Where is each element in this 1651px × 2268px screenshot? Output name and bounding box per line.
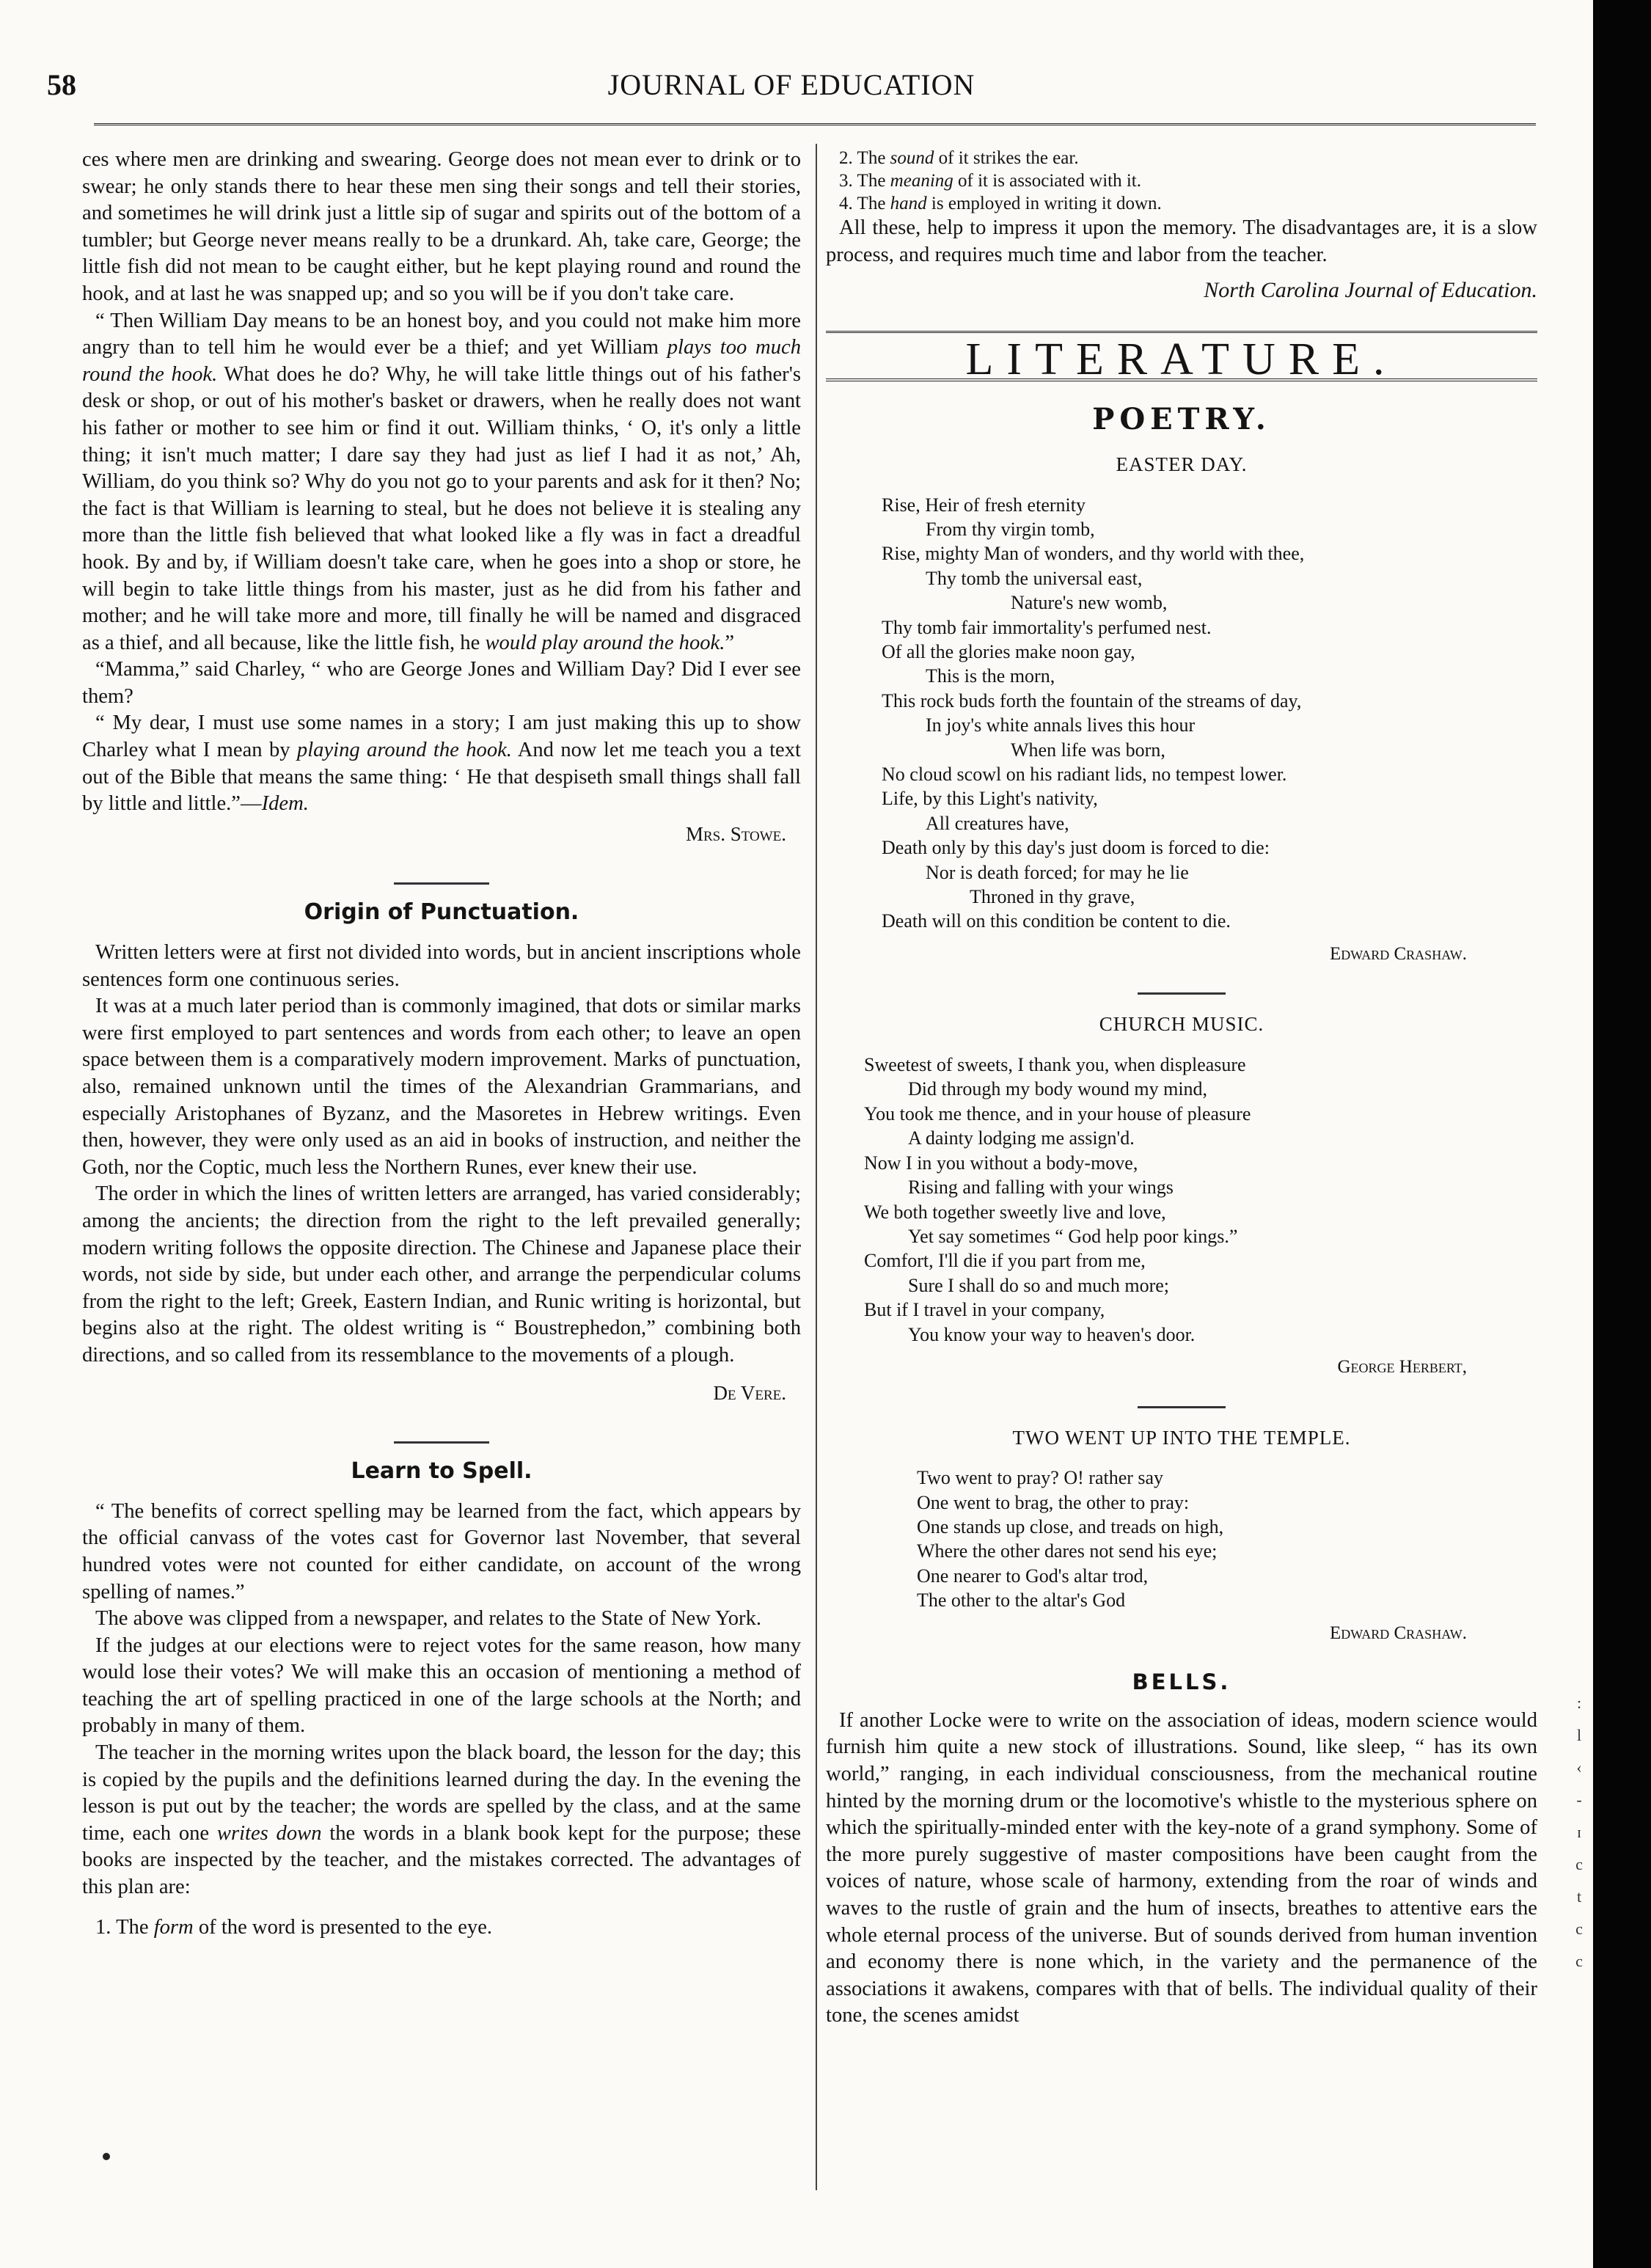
poem-two-went-up [917, 1466, 1537, 1612]
article-paragraph: The above was clipped from a newspaper, and relates to the State of New York. [95, 1607, 762, 1631]
list-item: 1. The form of the word is presented to the eye. [95, 1915, 493, 1939]
poem-line: One stands up close, and treads on high, [917, 1515, 1224, 1537]
list-item: 4. The hand is employed in writing it down. [839, 194, 1162, 213]
poem-line: Rise, mighty Man of wonders, and thy world with thee, [882, 543, 1305, 565]
section-heading: Origin of Punctuation. [304, 899, 579, 926]
right-column [826, 147, 1537, 2030]
section-rule [394, 882, 489, 885]
poem-signature: Edward Crashaw. [1329, 1623, 1467, 1643]
list-item: 3. The meaning of it is associated with it. [839, 171, 1141, 191]
article-paragraph: If another Locke were to write on the association of ideas, modern science would furnish him quite a new stock of illustrations. Sound, like sleep, “ has its own world,” ranging, in each individual consciousness, from the mechanical routine hinted by the morning drum or the locomotive's whistle to the mysterious sphere on which the spiritually-minded enter with the key-note of a grand symphony. Some of the more purely suggestive of master compositions have been caught from the voices of nature, whose scale of harmony, extending from the roar of winds and waves to the rustle of grain and the hum of insects, breathes to attentive ears the whole eternal process of the universe. But of sounds derived from human invention and economy there is none which, in the variety and the permanence of the associations it awakens, compares with that of bells. The individual quality of their tone, the scenes amidst [826, 1708, 1537, 2027]
section-rule [1138, 1406, 1226, 1408]
poem-title: EASTER DAY. [1116, 453, 1248, 475]
ink-dot [103, 2153, 110, 2160]
poem-line: Rising and falling with your wings [908, 1177, 1174, 1199]
section-rule [394, 1441, 489, 1444]
poem-title: CHURCH MUSIC. [1099, 1013, 1264, 1036]
article-paragraph: It was at a much later period than is commonly imagined, that dots or similar marks were first employed to part sentences and words from each other; to leave an open space between them is a comparatively modern improvement. Marks of punctuation, also, remained unknown until the times of the Alexandrian Grammarians, and especially Aristophanes of Byzanz, and the Masoretes in Hebrew writings. Even then, however, they were only used as an aid in books of instruction, and neither the Goth, nor the Coptic, much less the Northern Runes, ever knew their use. [82, 995, 801, 1179]
article-paragraph: The order in which the lines of written letters are arranged, has varied considerably; among the ancients; the direction from the right to the left prevailed generally; modern writing follows the opposite direction. The Chinese and Japanese place their words, not side by side, but under each other, and arrange the perpendicular colums from the right to the left; Greek, Eastern Indian, and Runic writing is horizontal, but begins also at the right. The oldest writing is “ Boustrephedon,” combining both directions, and so called from its ressemblance to the movements of a plough. [82, 1182, 801, 1367]
poem-line: You know your way to heaven's door. [908, 1323, 1196, 1345]
poem-line: Now I in you without a body-move, [864, 1152, 1138, 1174]
margin-marks: : l ‹ - ɪ c t c c [1575, 1694, 1583, 1970]
poem-line: Of all the glories make noon gay, [882, 641, 1135, 662]
story-paragraph: “ Then William Day means to be an honest boy, and you could not make him more angry than to tell him he would ever be a thief; and yet William plays too much round the hook. What does he do? Why, he will take little things out of his father's desk or shop, or out of his mother's basket or drawers, when he really does not want his father or mother to see him or find it out. William thinks, ‘ O, it's only a little thing; it isn't much matter; I dare say they had just as lief I had it as not,’ Ah, William, do you think so? Why do you not go to your parents and ask for it then? No; the fact is that William is learning to steal, but he does not believe it is stealing any more than the little fish believed that what looked like a fly was in fact a dreadful hook. By and by, if William doesn't take care, when he goes into a shop or store, he will begin to take little things from his master, just as he did from his father and mother; and he will take more and more, till finally he will be named and disgraced as a thief, and all because, like the little fish, he would play around the hook.” [82, 309, 801, 654]
poem-line: In joy's white annals lives this hour [926, 714, 1196, 736]
poem-title: TWO WENT UP INTO THE TEMPLE. [1012, 1426, 1351, 1449]
poem-line: But if I travel in your company, [864, 1299, 1105, 1321]
poem-line: A dainty lodging me assign'd. [908, 1127, 1135, 1149]
section-rule [1138, 992, 1226, 995]
poem-line: From thy virgin tomb, [926, 518, 1095, 540]
poem-line: Two went to pray? O! rather say [917, 1467, 1164, 1489]
section-heading: BELLS. [1132, 1669, 1231, 1695]
poem-line: Life, by this Light's nativity, [882, 788, 1098, 810]
poem-line: Nature's new womb, [1011, 592, 1168, 614]
column-divider [816, 144, 817, 2190]
story-paragraph: ces where men are drinking and swearing. George does not mean ever to drink or to swear; he only stands there to hear these men sing their songs and tell their stories, and sometimes he will drink just a little sip of sugar and spirits out of the bottom of a tumbler; but George never means really to be a drunkard. Ah, take care, George; the little fish did not mean to be caught either, but he kept playing round and round the hook, and at last he was snapped up; and so you will be if you don't take care. [82, 148, 801, 305]
author-signature: De Vere. [713, 1381, 786, 1404]
poem-line: We both together sweetly live and love, [864, 1201, 1166, 1223]
poem-line: Did through my body wound my mind, [908, 1078, 1208, 1100]
poem-line: Rise, Heir of fresh eternity [882, 494, 1086, 516]
article-paragraph: “ The benefits of correct spelling may be learned from the fact, which appears by the official canvass of the votes cast for Governor last November, that several hundred votes were not counted for either candidate, on account of the wrong spelling of names.” [82, 1499, 801, 1603]
left-column [82, 147, 801, 1941]
article-paragraph: Written letters were at first not divided into words, but in ancient inscriptions whole sentences form one continuous series. [82, 941, 801, 991]
poem-line: You took me thence, and in your house of pleasure [864, 1102, 1251, 1124]
author-signature: Mrs. Stowe. [685, 822, 786, 845]
list-item: 2. The sound of it strikes the ear. [839, 148, 1079, 168]
article-paragraph: If the judges at our elections were to reject votes for the same reason, how many would lose their votes? We will make this an occasion of mentioning a method of teaching the art of spelling practiced in one of the large schools at the North; and probably in many of them. [82, 1634, 801, 1738]
poem-line: Death will on this condition be content to die. [882, 910, 1231, 932]
poem-church-music [864, 1053, 1537, 1347]
running-title: JOURNAL OF EDUCATION [607, 68, 975, 101]
poem-line: One went to brag, the other to pray: [917, 1491, 1190, 1513]
poem-signature: Edward Crashaw. [1329, 943, 1467, 964]
poem-line: No cloud scowl on his radiant lids, no tempest lower. [882, 764, 1287, 786]
poem-line: This is the morn, [926, 665, 1055, 687]
poetry-heading: POETRY. [1092, 402, 1271, 437]
bells-article [826, 1708, 1537, 2030]
page-header [47, 67, 1536, 101]
story-paragraph: “ My dear, I must use some names in a story; I am just making this up to show Charley what I mean by playing around the hook. And now let me teach you a text out of the Bible that means the same thing: ‘ He that despiseth small things shall fall by little and little.”—Idem. [82, 712, 801, 816]
poem-line: Comfort, I'll die if you part from me, [864, 1250, 1146, 1272]
poem-line: Throned in thy grave, [970, 886, 1135, 908]
poem-easter-day [882, 493, 1537, 934]
poem-line: Yet say sometimes “ God help poor kings.” [908, 1225, 1238, 1247]
poem-line: Thy tomb the universal east, [926, 567, 1143, 589]
poem-line: Where the other dares not send his eye; [917, 1540, 1218, 1562]
poem-line: Sweetest of sweets, I thank you, when displeasure [864, 1054, 1246, 1076]
header-rule [94, 123, 1536, 125]
article-paragraph: The teacher in the morning writes upon the black board, the lesson for the day; this is copied by the pupils and the definitions learned during the day. In the evening the lesson is put out by the teacher; the words are spelled by the class, and at the same time, each one writes down the words in a blank book kept for the purpose; these books are inspected by the teacher, and the mistakes corrected. The advantages of this plan are: [82, 1741, 801, 1899]
poem-line: This rock buds forth the fountain of the streams of day, [882, 689, 1302, 712]
literature-heading: LITERATURE. [965, 334, 1398, 384]
story-paragraph: “Mamma,” said Charley, “ who are George Jones and William Day? Did I ever see them? [82, 658, 801, 708]
poem-line: Thy tomb fair immortality's perfumed nest. [882, 616, 1212, 638]
literature-rule-top [826, 331, 1537, 333]
poem-line: Sure I shall do so and much more; [908, 1274, 1169, 1296]
poem-line: The other to the altar's God [917, 1590, 1126, 1612]
book-spine-edge [1593, 0, 1651, 2268]
poem-line: Death only by this day's just doom is forced to die: [882, 837, 1270, 859]
poem-signature: George Herbert, [1337, 1356, 1467, 1377]
section-heading: Learn to Spell. [351, 1458, 532, 1485]
poem-line: Nor is death forced; for may he lie [926, 861, 1189, 883]
poem-line: When life was born, [1011, 739, 1165, 761]
source-credit: North Carolina Journal of Education. [1204, 278, 1537, 303]
article-paragraph: All these, help to impress it upon the memory. The disadvantages are, it is a slow process, and requires much time and labor from the teacher. [826, 216, 1537, 266]
poem-line: All creatures have, [926, 812, 1069, 834]
page-number: 58 [47, 68, 76, 101]
poem-line: One nearer to God's altar trod, [917, 1565, 1149, 1587]
